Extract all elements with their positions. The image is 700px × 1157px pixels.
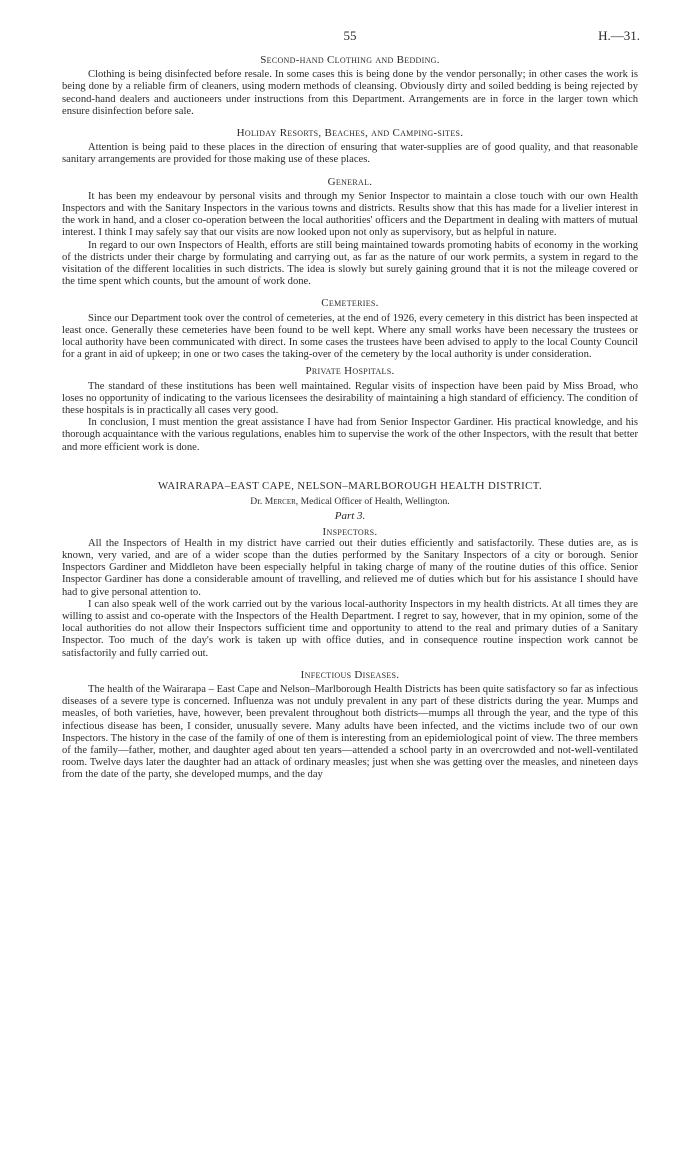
paragraph: The standard of these institutions has been well maintained. Regular visits of inspection have been paid by Miss Broad, who loses no opportunity of indicating to the various licensees the desirability of maintaining a high standard of efficiency. The condition of these hospitals is in practically all cases very good. — [62, 380, 638, 417]
paragraph: The health of the Wairarapa – East Cape and Nelson–Marlborough Health Districts has been quite satisfactory so far as infectious diseases of a severe type is concerned. Influenza was not unduly prevalent in any part of these districts during the year. Mumps and measles, of both varieties, have, however, been prevalent throughout both districts—mumps all through the year, and the type of this infectious disease has been, I consider, unusually severe. Many adults have been infected, and the victims include two of our own Inspectors. The history in the case of the family of one of them is interesting from an epidemiological point of view. The three members of the family—father, mother, and daughter aged about ten years—attended a school party in an overcrowded and not-well-ventilated room. Twelve days later the daughter had an attack of ordinary measles; just when she was getting over the measles, and nineteen days from the date of the party, she developed mumps, and the day — [62, 683, 638, 781]
paragraph: I can also speak well of the work carried out by the various local-authority Inspectors in my health districts. At all times they are willing to assist and co-operate with the Inspectors of the Health Department. I regret to say, however, that in my opinion, some of the local authorities do not allow their Inspectors sufficient time and opportunity to attend to the real and primary duties of a Sanitary Inspector. Too much of the day's work is taken up with office duties, and in consequence routine inspection work cannot be satisfactorily and fully carried out. — [62, 598, 638, 659]
document-reference: H.—31. — [598, 28, 640, 43]
officer-prefix: Dr. — [250, 496, 263, 508]
paragraph: Clothing is being disinfected before resale. In some cases this is being done by the vendor personally; in other cases the work is being done by a reliable firm of cleaners, using modern methods of cleansing. Obviously dirty and soiled bedding is being rejected by second-hand dealers and auctioneers under instructions from this Department. Arrangements are in force in the larger town which ensure disinfection before sale. — [62, 69, 638, 117]
section-heading: Holiday Resorts, Beaches, and Camping-sites. — [236, 127, 464, 140]
section-heading: Second-hand Clothing and Bedding. — [260, 54, 440, 66]
section-inspectors — [62, 526, 638, 660]
paragraph: Attention is being paid to these places in the direction of ensuring that water-supplies are of good quality, and that reasonable sanitary arrangements are provided for those making use of these places. — [62, 142, 638, 166]
section-second-hand — [62, 54, 638, 118]
section-cemeteries — [62, 297, 638, 361]
section-heading: Private Hospitals. — [305, 365, 395, 378]
section-holiday-resorts — [62, 127, 638, 167]
section-general — [62, 176, 638, 289]
district-block — [62, 480, 638, 523]
officer-title: , Medical Officer of Health, Wellington. — [295, 496, 450, 508]
paragraph: All the Inspectors of Health in my district have carried out their duties efficiently and satisfactorily. These duties are, as is known, very varied, and are of a wider scope than the duties performed by the Sanitary Inspectors of a city or borough. Senior Inspectors Gardiner and Middleton have been especially helpful in taking charge of many of the routine duties of this office. Senior Inspector Gardiner has done a considerable amount of travelling, and relieved me of duties which but for his assistance I should have had to give personal attention to. — [62, 537, 638, 598]
paragraph: In conclusion, I must mention the great assistance I have had from Senior Inspector Gardiner. His practical knowledge, and his thorough acquaintance with the various regulations, enables him to supervise the work of the other Inspectors, with the result that better and more efficient work is done. — [62, 417, 638, 453]
part-label: Part 3. — [334, 510, 366, 523]
section-private-hospitals — [62, 365, 638, 453]
page-number: 55 — [343, 28, 357, 43]
paragraph: Since our Department took over the control of cemeteries, at the end of 1926, every cemetery in this district has been inspected at least once. Generally these cemeteries have been found to be well kept. Where any small works have been necessary the trustees or local authority have been communicated with direct. In some cases the trustees have been advised to apply to the local County Council for a grant in aid of upkeep; in one or two cases the taking-over of the cemetery by the local authority is under consideration. — [62, 312, 638, 361]
page-header — [62, 30, 638, 52]
section-infectious-diseases — [62, 669, 638, 782]
section-heading: Infectious Diseases. — [300, 668, 400, 681]
officer-line — [62, 496, 638, 508]
officer-name: Mercer — [264, 496, 296, 508]
district-title: WAIRARAPA–EAST CAPE, NELSON–MARLBOROUGH HEALTH DISTRICT. — [157, 479, 543, 492]
paragraph: It has been my endeavour by personal visits and through my Senior Inspector to maintain a close touch with our own Health Inspectors and with the Sanitary Inspectors in the various towns and districts. Results show that this has made for a livelier interest in the work in hand, and a closer co-operation between the local authorities' officers and the Department in dealing with matters of mutual interest. I think I may safely say that our visits are now looked upon not only as supervisory, but as helpful in nature. — [62, 190, 638, 239]
paragraph: In regard to our own Inspectors of Health, efforts are still being maintained towards promoting habits of economy in the working of the districts under their charge by formulating and carrying out, as far as the nature of our work permits, a system in regard to the visitation of the different localities in such districts. The idea is slowly but surely gaining ground that it is not the mileage covered or the time spent which counts, but the amount of work done. — [62, 239, 638, 288]
section-heading: Inspectors. — [322, 525, 378, 538]
section-heading: General. — [327, 175, 373, 188]
section-heading: Cemeteries. — [321, 297, 379, 310]
